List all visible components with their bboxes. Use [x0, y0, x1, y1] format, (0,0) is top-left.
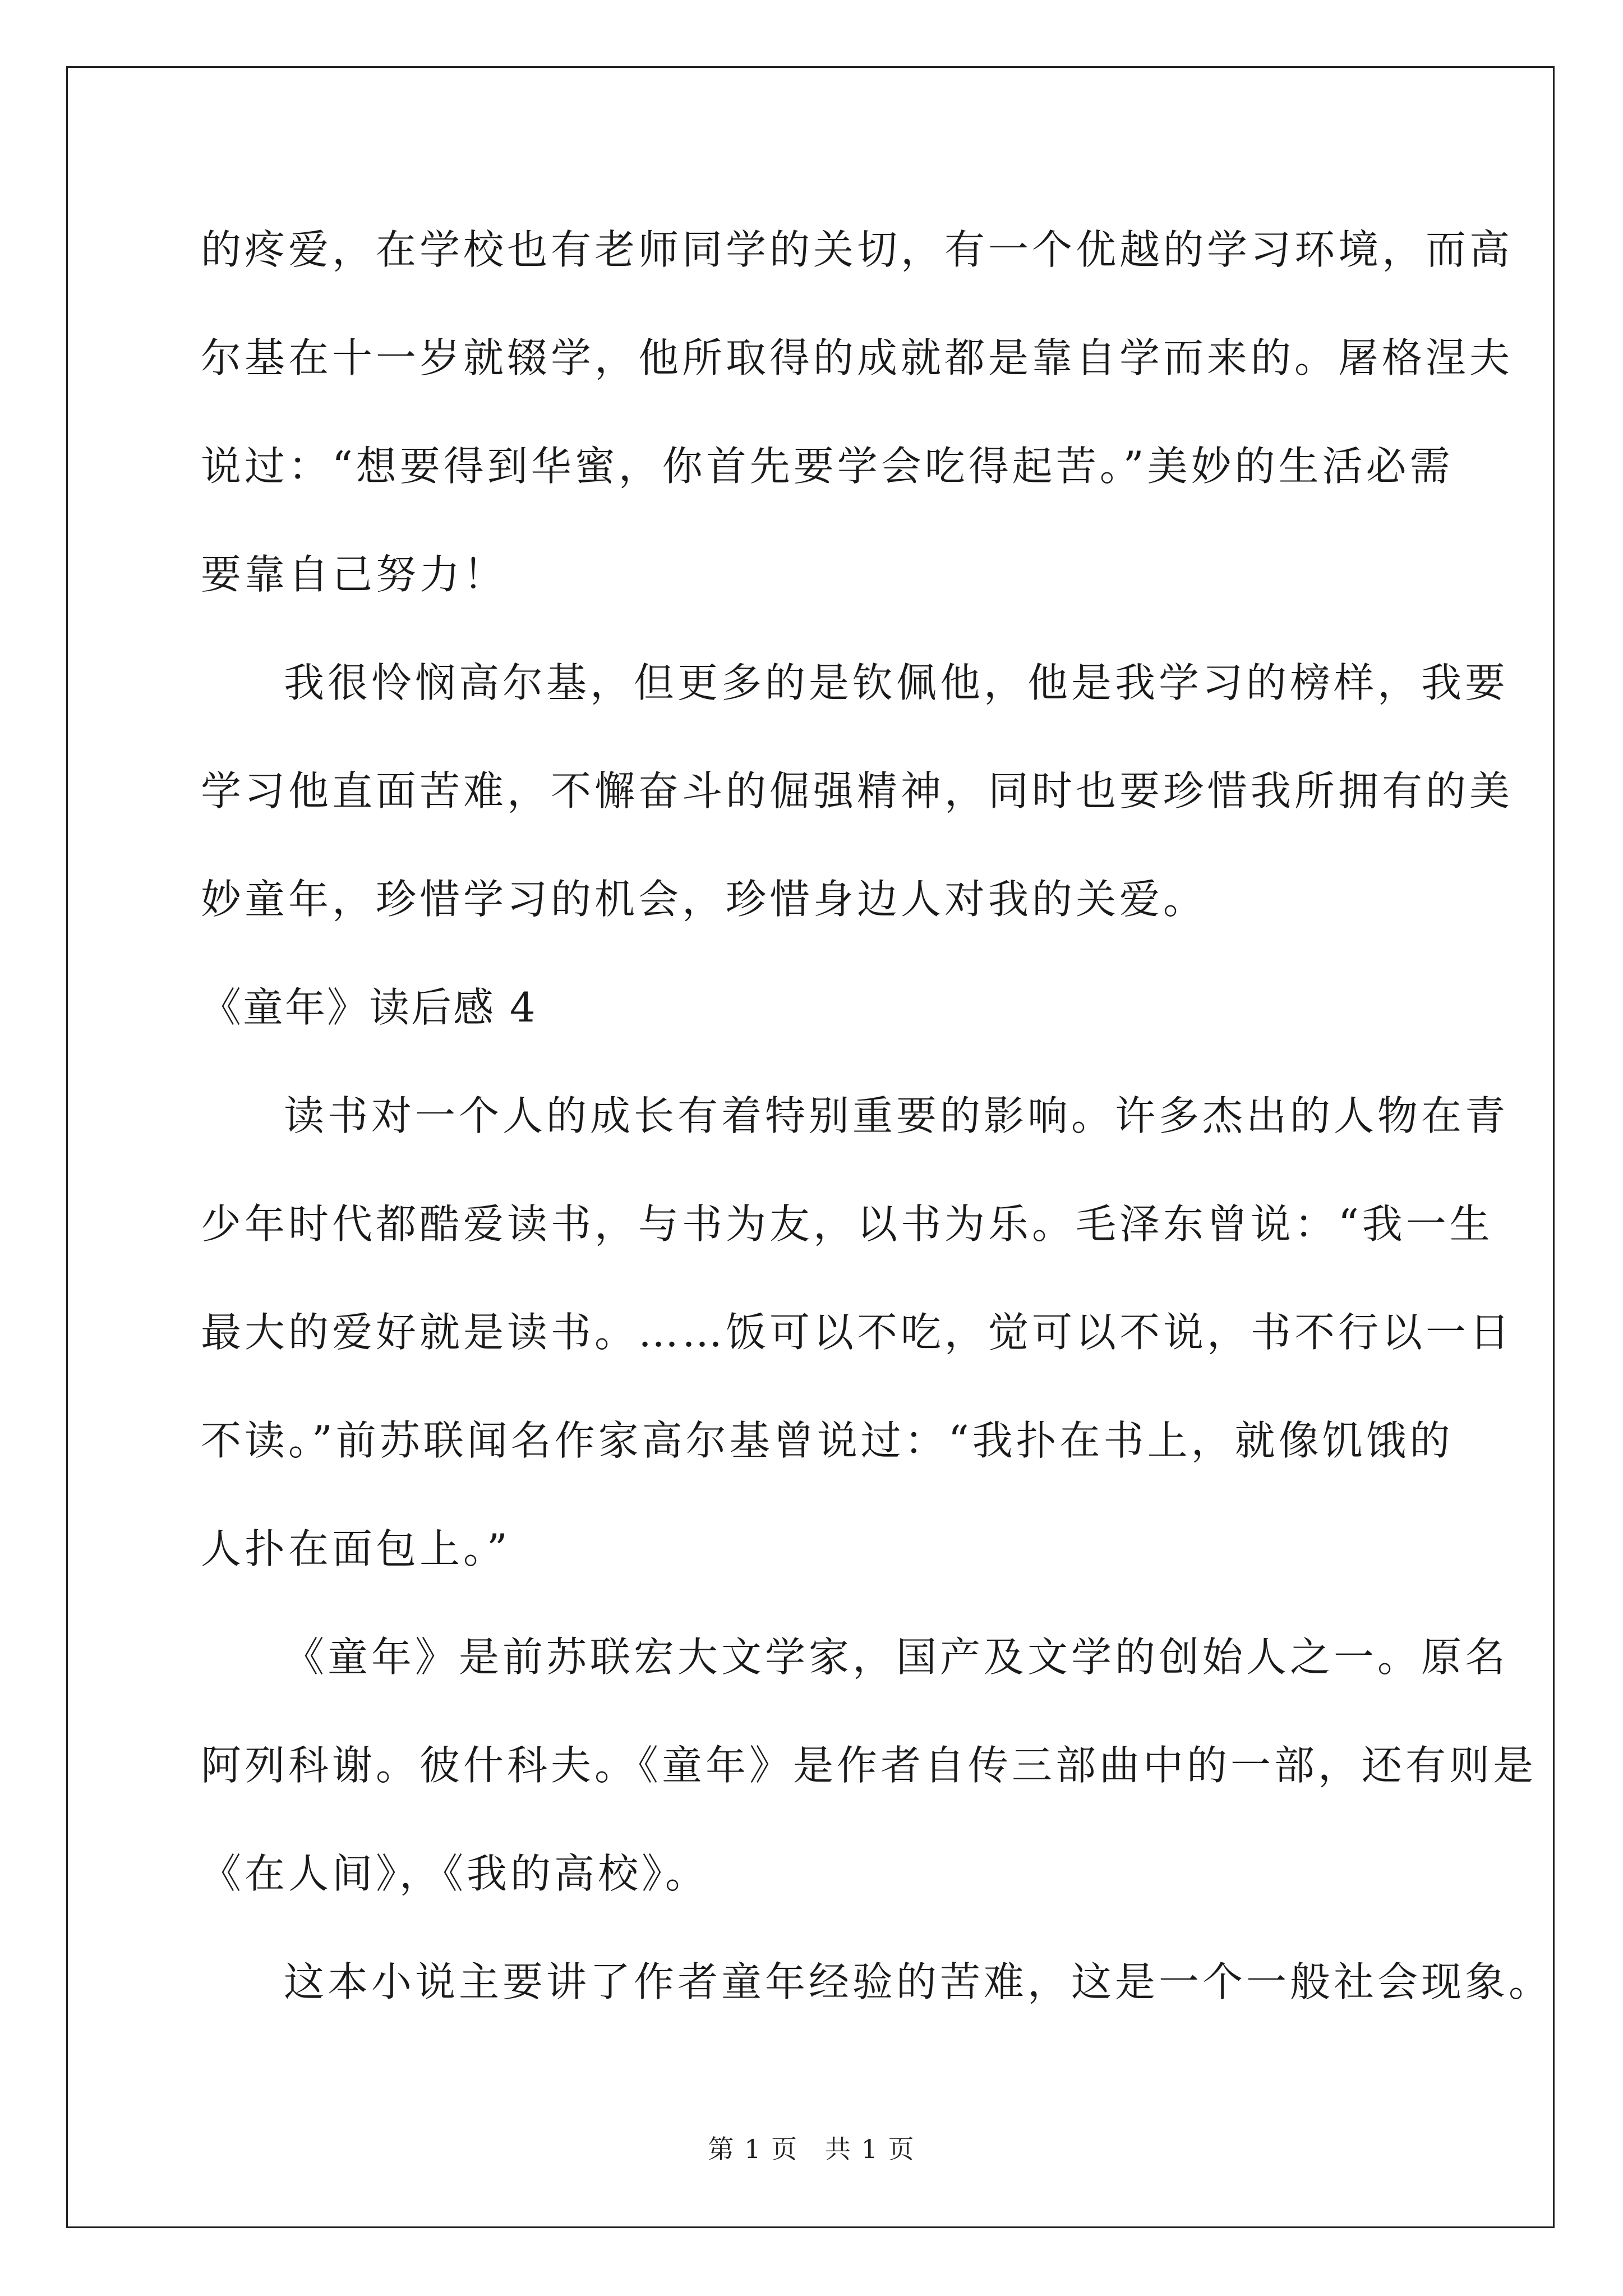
document-body: [201, 216, 1553, 2056]
text-line: 少年时代都酷爱读书，与书为友，以书为乐。毛泽东曾说：“我一生: [201, 1200, 1493, 1248]
text-line-indented: 我很怜悯高尔基，但更多的是钦佩他，他是我学习的榜样，我要: [284, 659, 1509, 706]
text-line: 《在人间》，《我的高校》。: [201, 1850, 709, 1897]
text-line: 人扑在面包上。”: [201, 1525, 511, 1572]
text-line-indented: 读书对一个人的成长有着特别重要的影响。许多杰出的人物在青: [284, 1092, 1509, 1139]
text-line: 说过：“想要得到华蜜，你首先要学会吃得起苦。”美妙的生活必需: [201, 443, 1454, 490]
page-total: 共 1 页: [825, 2134, 915, 2164]
text-line-indented: 《童年》是前苏联宏大文学家，国产及文学的创始人之一。原名: [284, 1634, 1509, 1681]
text-line: 最大的爱好就是读书。……饭可以不吃，觉可以不说，书不行以一日: [201, 1309, 1514, 1356]
text-line: 尔基在十一岁就辍学，他所取得的成就都是靠自学而来的。屠格涅夫: [201, 334, 1514, 381]
section-heading: 《童年》读后感 4: [201, 984, 537, 1031]
page-number: 第 1 页: [708, 2134, 798, 2164]
text-line: 阿列科谢。彼什科夫。《童年》是作者自传三部曲中的一部，还有则是: [201, 1742, 1537, 1789]
text-line: 不读。”前苏联闻名作家高尔基曾说过：“我扑在书上，就像饥饿的: [201, 1417, 1454, 1464]
text-line: 学习他直面苦难，不懈奋斗的倔强精神，同时也要珍惜我所拥有的美: [201, 767, 1514, 815]
text-line: 的疼爱，在学校也有老师同学的关切，有一个优越的学习环境，而高: [201, 226, 1514, 273]
text-line: 妙童年，珍惜学习的机会，珍惜身边人对我的关爱。: [201, 876, 1207, 923]
text-line-indented: 这本小说主要讲了作者童年经验的苦难，这是一个一般社会现象。: [284, 1958, 1553, 2005]
text-line: 要靠自己努力！: [201, 551, 508, 598]
page-footer: [0, 2129, 1623, 2166]
